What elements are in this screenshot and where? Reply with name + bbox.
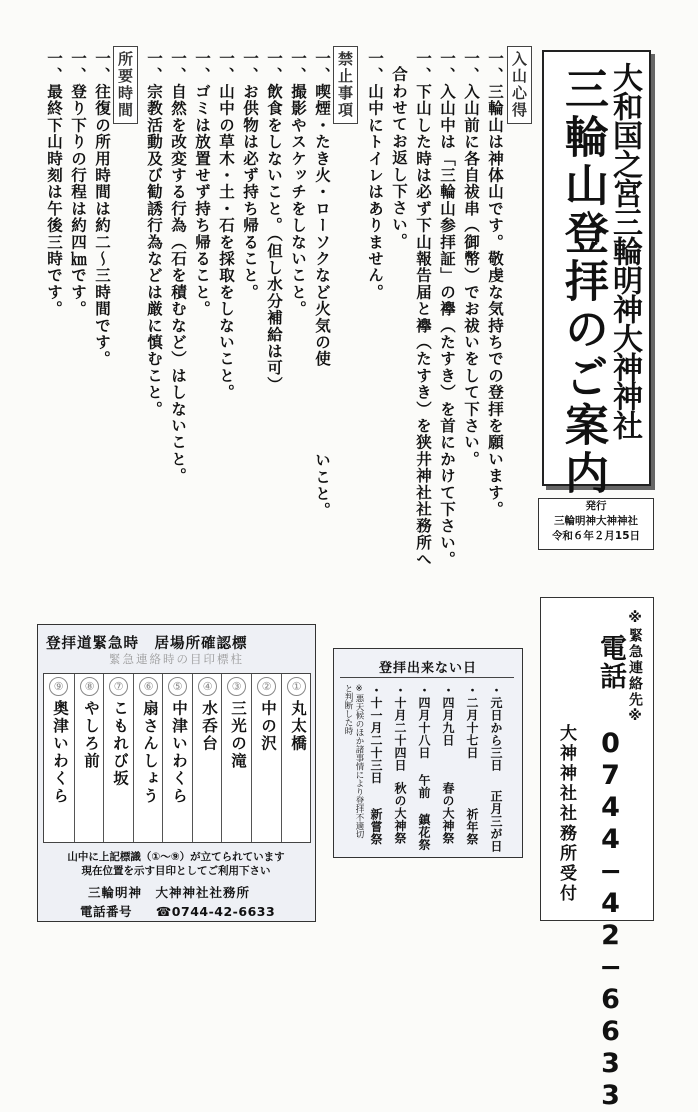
time-info: 一、最終下山時刻は午後三時です。 — [45, 50, 63, 318]
prohibited-rule-cont: いこと。 — [313, 452, 331, 519]
marker-name: 三光の滝 — [229, 700, 247, 770]
prohibited-rule: 一、お供物は必ず持ち帰ること。 — [241, 50, 259, 301]
marker-number: ⑥ — [139, 677, 158, 696]
marker-title: 登拝道緊急時 居場所確認標 — [46, 636, 248, 652]
closed-day-event: 午前 鎮花祭 — [417, 774, 431, 851]
prohibited-rule: 一、山中の草木・土・石を採取をしないこと。 — [217, 50, 235, 401]
marker-item — [251, 674, 281, 842]
marker-item — [192, 674, 222, 842]
emergency-label: ※緊急連絡先※ — [627, 610, 643, 726]
marker-item — [44, 674, 73, 842]
prohibited-rule: 一、飲食をしないこと。（但し水分補給は可） — [265, 50, 283, 393]
tel-number: ☎0744-42-6633 — [155, 904, 276, 919]
marker-name: 水呑台 — [200, 700, 218, 753]
entry-rule: 一、下山した時は必ず下山報告届と襷（たすき）を狭井神社社務所へ — [414, 50, 432, 568]
closed-day-event: 春の大神祭 — [441, 782, 455, 845]
closed-day-event: 祈年祭 — [465, 808, 479, 846]
emergency-office: 大神神社社務所受付 — [556, 724, 576, 904]
marker-organization: 三輪明神 大神神社社務所 — [88, 885, 251, 900]
closed-day-event: 秋の大神祭 — [393, 782, 407, 845]
marker-name: 奥津いわくら — [51, 700, 69, 805]
marker-item — [133, 674, 163, 842]
closed-day-date: ・二月十七日 — [465, 684, 479, 759]
prohibited-rule: 一、宗教活動及び勧誘行為などは厳に慎むこと。 — [145, 50, 163, 418]
marker-number: ⑧ — [80, 677, 99, 696]
prohibited-rule: 一、自然を改変する行為（石を積むなど）はしないこと。 — [169, 50, 187, 485]
entry-rule: 一、三輪山は神体山です。敬虔な気持ちでの登拝を願います。 — [486, 50, 504, 518]
marker-name: 丸太橋 — [289, 700, 307, 753]
marker-name: やしろ前 — [82, 700, 100, 770]
marker-telephone — [80, 902, 275, 920]
marker-item — [281, 674, 311, 842]
emergency-contact-box — [540, 597, 654, 1112]
marker-box — [37, 624, 316, 922]
emergency-phone — [591, 634, 630, 1112]
publish-date: 令和６年２月15日 — [551, 530, 641, 542]
prohibited-heading: 禁止事項 — [333, 46, 358, 124]
entry-rule: 一、入山前に各自祓串（御幣）でお祓いをして下さい。 — [462, 50, 480, 468]
marker-number: ⑦ — [109, 677, 128, 696]
closed-day-event: 正月三が日 — [489, 790, 503, 853]
tel-label: 電話番号 — [80, 904, 133, 919]
closed-days-title: 登拝出来ない日 — [378, 661, 477, 676]
prohibited-rule: 一、撮影やスケッチをしないこと。 — [289, 50, 307, 318]
marker-item — [162, 674, 192, 842]
prohibited-rule: 一、ゴミは放置せず持ち帰ること。 — [193, 50, 211, 318]
prohibited-rule: 一、喫煙・たき火・ローソクなど火気の使 — [313, 50, 331, 368]
marker-subtitle: 緊急連絡時の目印標柱 — [109, 652, 244, 666]
entry-rule-cont: 合わせてお返し下さい。 — [390, 66, 408, 250]
marker-name: 扇さんしょう — [141, 700, 159, 805]
marker-name: 中津いわくら — [170, 700, 188, 805]
marker-number: ⑨ — [49, 677, 68, 696]
marker-item — [221, 674, 251, 842]
phone-number: 0744−42−6633 — [595, 728, 626, 1112]
closed-day-date: ・十月二十四日 — [393, 684, 407, 772]
publisher-box — [538, 498, 654, 550]
marker-number: ④ — [198, 677, 217, 696]
entry-heading: 入山心得 — [507, 46, 532, 124]
closed-day-date: ・四月十八日 — [417, 684, 431, 759]
time-info: 一、登り下りの行程は約四㎞です。 — [69, 50, 87, 318]
marker-number: ① — [287, 677, 306, 696]
phone-label: 電話 — [595, 634, 626, 690]
marker-note: 山中に上記標識（①〜⑨）が立てられています — [67, 851, 285, 863]
marker-item — [103, 674, 133, 842]
closed-day-event: 新嘗祭 — [369, 808, 383, 846]
time-info: 一、往復の所用時間は約二〜三時間です。 — [93, 50, 111, 368]
entry-rule: 一、山中にトイレはありません。 — [366, 50, 384, 301]
closed-day-date: ・元日から三日 — [489, 684, 503, 772]
marker-item — [74, 674, 104, 842]
page-title: 三輪山登拝のご案内 — [557, 66, 608, 498]
entry-rule: 一、入山中は「三輪山参拝証」の襷（たすき）を首にかけて下さい。 — [438, 50, 456, 568]
closed-day-date: ・十一月二十三日 — [369, 684, 383, 784]
shrine-name: 大和国之宮三輪明神大神神社 — [607, 62, 642, 439]
closed-days-list — [340, 677, 514, 853]
marker-number: ③ — [227, 677, 246, 696]
publisher-label: 発行 — [585, 500, 607, 512]
closed-days-note: ※悪天候のほか諸事情により登拝不適切と判断した時 — [343, 684, 364, 839]
marker-grid — [43, 673, 311, 843]
publisher-name: 三輪明神大神神社 — [554, 515, 638, 527]
title-box — [542, 50, 651, 498]
closed-day-date: ・四月九日 — [441, 684, 455, 747]
marker-name: こもれび坂 — [111, 700, 129, 788]
time-heading: 所要時間 — [113, 46, 138, 124]
marker-name: 中の沢 — [259, 700, 277, 753]
marker-number: ② — [257, 677, 276, 696]
marker-number: ⑤ — [168, 677, 187, 696]
closed-days-box — [333, 648, 523, 858]
marker-note: 現在位置を示す目印としてご利用下さい — [81, 865, 271, 877]
